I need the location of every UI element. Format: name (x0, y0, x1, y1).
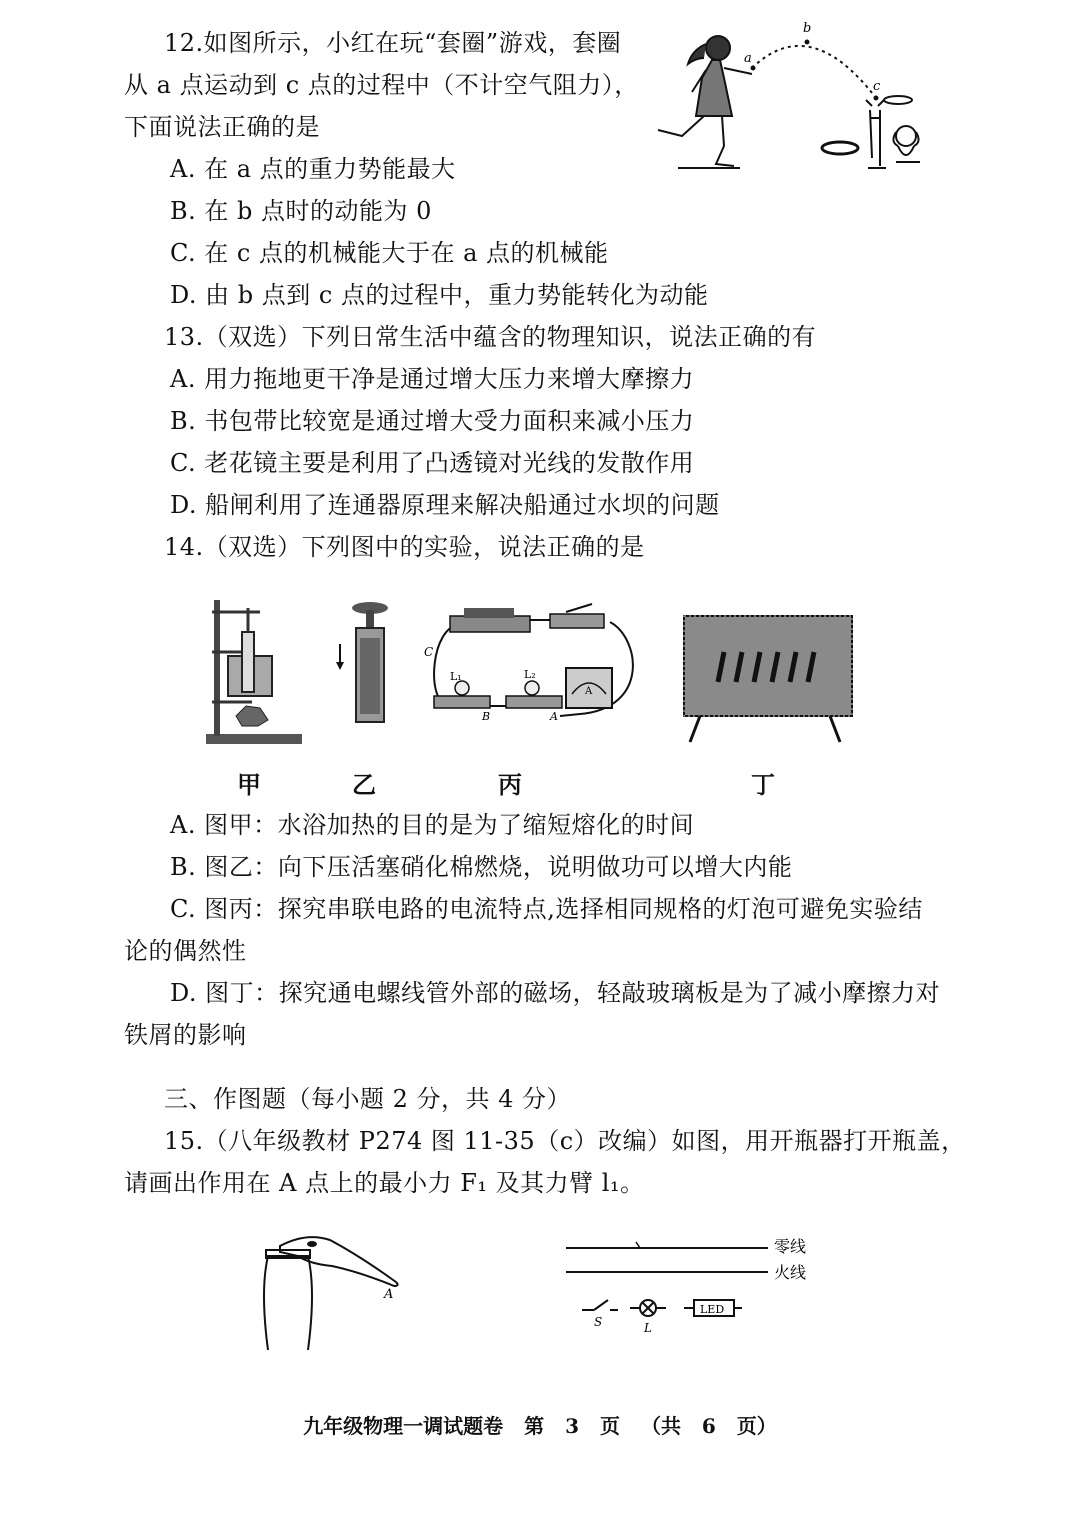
neutral-wire-label: 零线 (774, 1237, 807, 1256)
q14-option-d-line1: D. 图丁：探究通电螺线管外部的磁场，轻敲玻璃板是为了减小摩擦力对 (170, 979, 941, 1007)
q13-stem: 13.（双选）下列日常生活中蕴含的物理知识，说法正确的有 (164, 323, 817, 351)
q13-option-a: A. 用力拖地更干净是通过增大压力来增大摩擦力 (170, 365, 695, 393)
point-c-label: c (873, 79, 881, 94)
figure-jia-water-bath (200, 592, 310, 752)
q14-option-d-line2: 铁屑的影响 (124, 1021, 247, 1049)
ring-toss-figure (640, 18, 940, 178)
circuit-label-b: B (482, 710, 491, 723)
q14-stem: 14.（双选）下列图中的实验，说法正确的是 (164, 533, 645, 561)
circuit-label-l1: L₁ (450, 670, 462, 683)
switch-label: S (594, 1315, 603, 1329)
point-a-label: A (384, 1287, 394, 1302)
live-wire-label: 火线 (774, 1263, 807, 1282)
girl-figure (658, 36, 752, 166)
figure-yi-piston (332, 598, 402, 728)
dog-toy (893, 126, 920, 162)
figure-caption-bing: 丙 (498, 771, 522, 799)
lamp-label: L (644, 1321, 652, 1335)
q14-option-b: B. 图乙：向下压活塞硝化棉燃烧，说明做功可以增大内能 (170, 853, 793, 881)
q14-option-c-line1: C. 图丙：探究串联电路的电流特点,选择相同规格的灯泡可避免实验结 (170, 895, 923, 923)
figure-caption-jia: 甲 (237, 771, 261, 799)
section-3-title: 三、作图题（每小题 2 分，共 4 分） (164, 1085, 572, 1113)
q12-stem-line2: 从 a 点运动到 c 点的过程中（不计空气阻力）， (124, 71, 639, 99)
wiring-diagram (560, 1232, 820, 1352)
q12-option-c: C. 在 c 点的机械能大于在 a 点的机械能 (170, 239, 609, 267)
trajectory-path (752, 46, 876, 98)
q15-stem-line2: 请画出作用在 A 点上的最小力 F₁ 及其力臂 l₁。 (124, 1169, 645, 1197)
ring-in-air (884, 96, 912, 104)
q13-option-c: C. 老花镜主要是利用了凸透镜对光线的发散作用 (170, 449, 695, 477)
ring-on-ground (822, 142, 858, 154)
bottle-opener-figure (250, 1230, 420, 1354)
ammeter-label: A (585, 686, 593, 697)
switch-symbol (582, 1300, 618, 1310)
figure-caption-yi: 乙 (352, 771, 376, 799)
page-footer: 九年级物理一调试题卷 第 3 页 （共 6 页） (303, 1414, 777, 1438)
q14-option-c-line2: 论的偶然性 (124, 937, 247, 965)
q12-option-b: B. 在 b 点时的动能为 0 (170, 197, 432, 225)
q12-stem-line1: 12.如图所示，小红在玩“套圈”游戏，套圈 (164, 29, 622, 57)
figure-ding-solenoid (680, 612, 860, 748)
circuit-label-a: A (550, 710, 558, 723)
led-label: LED (700, 1303, 725, 1316)
circuit-label-c: C (424, 645, 434, 659)
point-a-label: a (744, 51, 752, 66)
lamp-symbol (630, 1300, 666, 1316)
q15-stem-line1: 15.（八年级教材 P274 图 11-35（c）改编）如图，用开瓶器打开瓶盖， (164, 1127, 966, 1155)
figure-caption-ding: 丁 (751, 771, 775, 799)
q12-option-d: D. 由 b 点到 c 点的过程中，重力势能转化为动能 (170, 281, 709, 309)
circuit-label-l2: L₂ (524, 668, 536, 681)
q14-option-a: A. 图甲：水浴加热的目的是为了缩短熔化的时间 (170, 811, 695, 839)
q12-stem-line3: 下面说法正确的是 (124, 113, 320, 141)
q13-option-d: D. 船闸利用了连通器原理来解决船通过水坝的问题 (170, 491, 720, 519)
q13-option-b: B. 书包带比较宽是通过增大受力面积来减小压力 (170, 407, 695, 435)
point-b-label: b (803, 21, 812, 36)
q12-option-a: A. 在 a 点的重力势能最大 (170, 155, 456, 183)
figure-bing-series-circuit (420, 598, 650, 728)
giraffe-toy (866, 100, 886, 168)
